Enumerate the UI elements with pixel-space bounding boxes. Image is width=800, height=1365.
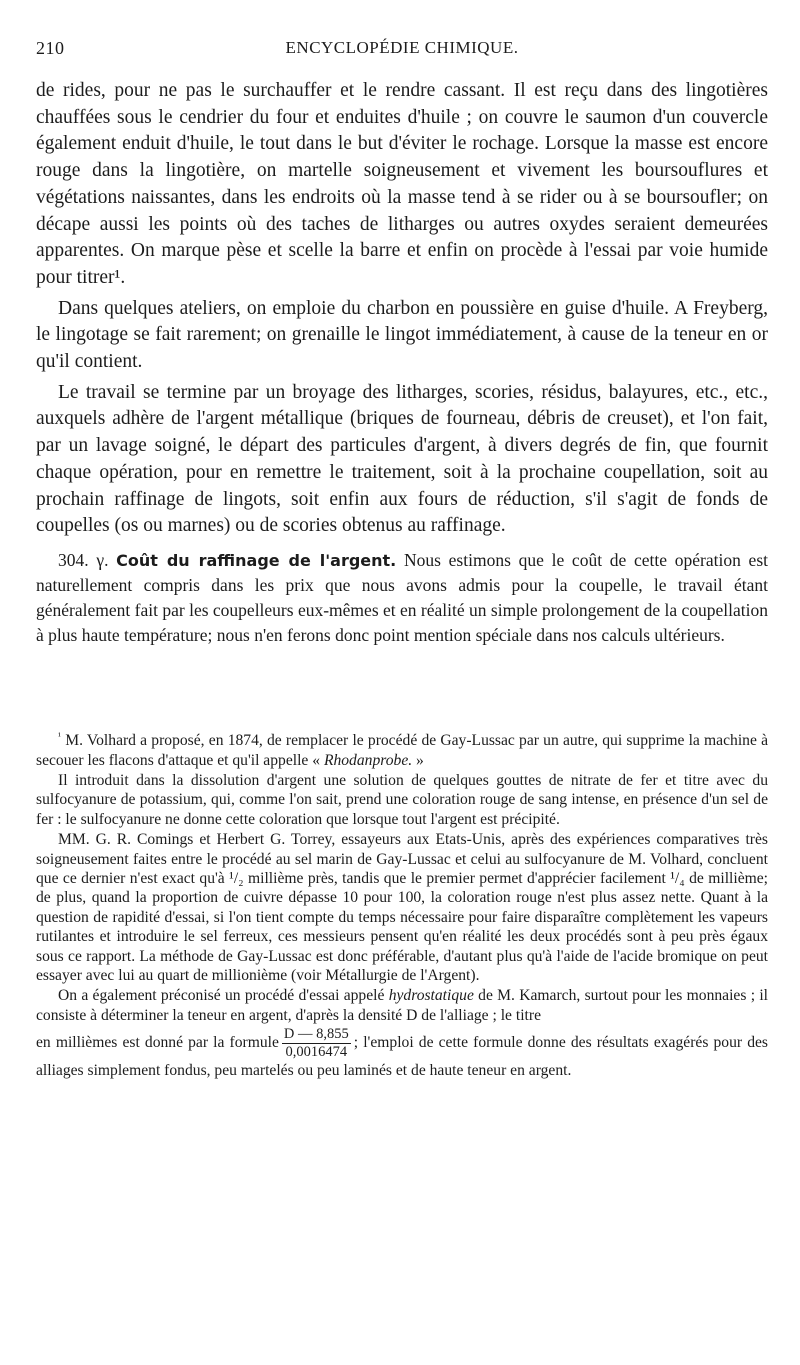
footnote-1	[36, 727, 768, 770]
footnote-4-text-b: de M. Kamarch, surtout pour les monnaies ; il consiste à déterminer la teneur en argent, d'après la densité D de l'alliage ; le titre	[36, 987, 769, 1024]
formula-denominator: 0,0016474	[285, 1044, 348, 1061]
paragraph-3: Le travail se termine par un broyage des litharges, scories, résidus, balayures, etc., etc., auxquels adhère de l'argent métallique (briques de fourneau, débris de creuset), et l'on fait, par un lavage soigné, le départ des particules d'argent, à divers degrés de fin, que fournit chaque opération, pour en remettre le traitement, soit à la prochaine coupellation, soit au prochain raffinage de lingots, soit enfin aux fours de réduction, s'il s'agit de fonds de coupelles (os ou marnes) ou de scories obtenus au raffinage.	[36, 381, 768, 537]
running-title: ENCYCLOPÉDIE CHIMIQUE.	[285, 38, 519, 57]
footnote-1-italic: Rhodanprobe.	[323, 751, 413, 769]
running-head	[36, 38, 768, 64]
footnote-paragraph-2: Il introduit dans la dissolution d'argent une solution de quelques gouttes de nitrate de fer et titre avec du sulfocyanure de potassium, qui, comme l'on sait, prend une coloration rouge de sang intense, en présence d'un sel de fer : le sulfocyanure ne donne cette coloration que lorsque tout l'argent est précipité.	[36, 772, 768, 828]
paragraph-2: Dans quelques ateliers, on emploie du charbon en poussière en guise d'huile. A Freyberg, le lingotage se fait rarement; on grenaille le lingot immédiatement, à cause de la teneur en or qu'il contient.	[36, 297, 768, 373]
density-formula	[282, 1026, 351, 1061]
footnote-4-text-c: en millièmes est donné par la formule	[36, 1034, 279, 1052]
footnote-marker: ¹	[58, 731, 61, 742]
section-title: Coût du raffinage de l'argent.	[116, 550, 397, 570]
formula-line	[36, 1026, 768, 1080]
footnote-1-text-b: »	[412, 751, 424, 769]
page-number: 210	[36, 38, 65, 58]
footnote-4-text-a: On a également préconisé un procédé d'essai appelé	[58, 987, 389, 1005]
footnote-paragraph-4	[36, 986, 768, 1025]
paragraph-1: de rides, pour ne pas le surchauffer et le rendre cassant. Il est reçu dans des lingotières chauffées sous le cendrier du four et enduites d'huile ; on couvre le saumon d'un couvercle également enduit d'huile, le tout dans le but d'éviter le rochage. Lorsque la masse est encore rouge dans la lingotière, on martelle soigneusement et vivement les boursouflures et végétations naissantes, dans les endroits où la masse tend à se rider ou à se boursoufler; on décape aussi les points où des taches de litharges ou autres oxydes seraient demeurées apparentes. On marque pèse et scelle la barre et enfin on procède à l'essai par voie humide pour titrer¹.	[36, 80, 768, 288]
footnote-1-text-a: M. Volhard a proposé, en 1874, de remplacer le procédé de Gay-Lussac par un autre, qui supprime la machine à secouer les flacons d'attaque et qu'il appelle «	[36, 732, 768, 769]
footnote-paragraph-3: MM. G. R. Comings et Herbert G. Torrey, essayeurs aux Etats-Unis, après des expériences comparatives très soigneusement faites entre le procédé au sel marin de Gay-Lussac et celui au sulfocyanure de M. Volhard, concluent que ce dernier n'est exact qu'à ¹/₂ millième près, tandis que le premier permet d'apprécier facilement ¹/₄ de millième; de plus, quand la proportion de cuivre dépasse 10 pour 100, la coloration rouge n'est plus assez nette. Quant à la question de rapidité d'essai, si l'on tient compte du temps nécessaire pour faire disparaître complètement les vapeurs rutilantes et introduire le sel ferreux, ces messieurs pensent qu'en réalité les deux procédés sont à peu près égaux sous ce rapport. La méthode de Gay-Lussac est donc préférable, d'autant plus qu'à l'aide de l'acide bromique on peut essayer avec lui au quart de millionième (voir Métallurgie de l'Argent).	[36, 831, 768, 985]
footnotes	[36, 727, 768, 1082]
section-number: 304. γ.	[58, 549, 109, 570]
section-304	[36, 548, 768, 648]
footnote-4-text-d: ; l'emploi de cette formule donne des résultats exagérés pour des alliages simplement fondus, peu martelés ou peu laminés et de haute teneur en argent.	[36, 1034, 768, 1080]
footnote-4-italic: hydrostatique	[388, 987, 474, 1005]
main-text	[36, 78, 768, 652]
formula-numerator: D — 8,855	[283, 1026, 349, 1043]
section-text: Nous estimons que le coût de cette opération est naturellement compris dans les prix que nous avons admis pour la coupelle, le travail étant généralement fait par les coupelleurs eux-mêmes et en réalité un simple prolongement de la coupellation à plus haute température; nous n'en ferons donc point mention spéciale dans nos calculs ultérieurs.	[36, 549, 768, 645]
